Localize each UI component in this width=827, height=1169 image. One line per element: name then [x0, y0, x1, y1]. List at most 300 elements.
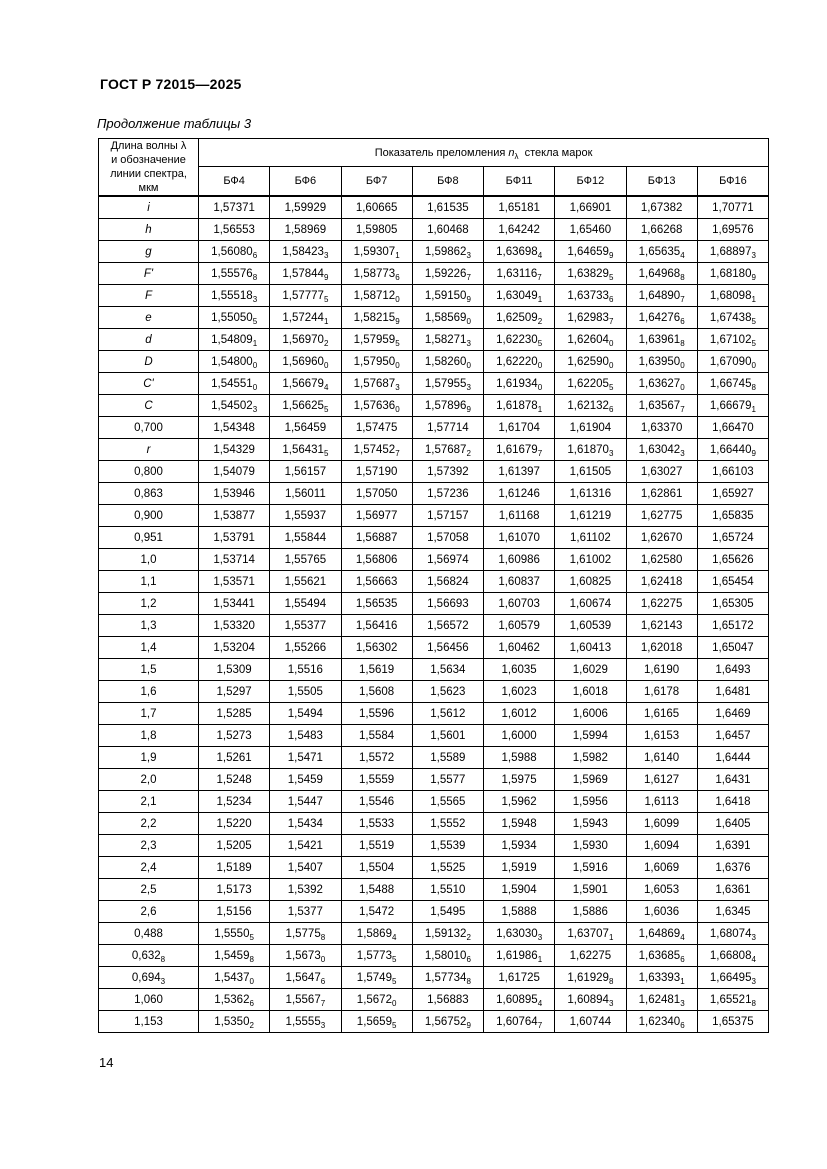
- table-row: [99, 659, 769, 681]
- index-value: [697, 901, 768, 923]
- index-value: [341, 637, 412, 659]
- cell-subscript: 4: [680, 250, 685, 260]
- cell-subscript: 0: [608, 360, 614, 370]
- wavelength-label: [99, 527, 199, 549]
- index-value: [412, 417, 483, 439]
- index-value: [270, 1011, 341, 1033]
- cell-subscript: 8: [680, 338, 685, 348]
- cell-value: 1,54502: [211, 399, 253, 412]
- cell-value: 1,58215: [353, 311, 396, 324]
- cell-subscript: 6: [608, 404, 614, 414]
- cell-value: 1,0: [140, 553, 157, 566]
- index-value: [626, 703, 697, 725]
- cell-value: 1,55937: [284, 509, 327, 522]
- index-value: [484, 351, 555, 373]
- index-value: [199, 307, 270, 329]
- index-value: [270, 219, 341, 241]
- index-value: [697, 747, 768, 769]
- cell-value: 1,54348: [213, 421, 255, 434]
- wavelength-label: [99, 725, 199, 747]
- table-row: [99, 373, 769, 395]
- cell-value: 1,61316: [569, 487, 612, 500]
- cell-value: 1,5612: [430, 707, 466, 720]
- cell-value: 1,64869: [638, 927, 681, 940]
- cell-subscript: 1: [751, 294, 756, 304]
- index-value: [697, 285, 768, 307]
- index-value: [270, 813, 341, 835]
- index-value: [555, 285, 626, 307]
- index-value: [697, 703, 768, 725]
- index-value: [555, 196, 626, 219]
- cell-subscript: 0: [466, 360, 471, 370]
- index-value: [341, 923, 412, 945]
- cell-subscript: 4: [391, 932, 397, 942]
- cell-subscript: 7: [320, 998, 326, 1008]
- index-value: [270, 769, 341, 791]
- index-value: [555, 659, 626, 681]
- cell-subscript: 5: [323, 448, 329, 458]
- index-value: [199, 373, 270, 395]
- cell-subscript: 3: [252, 404, 258, 414]
- cell-subscript: 0: [323, 360, 329, 370]
- cell-value: 1,64242: [498, 223, 540, 236]
- cell-value: 1,6405: [715, 817, 751, 830]
- wavelength-label: [99, 989, 199, 1011]
- cell-value: 1,68074: [709, 927, 752, 940]
- index-value: [270, 725, 341, 747]
- cell-subscript: 8: [751, 998, 756, 1008]
- cell-subscript: 8: [160, 954, 166, 964]
- cell-subscript: 9: [751, 272, 756, 282]
- cell-subscript: 3: [751, 932, 756, 942]
- index-value: [697, 329, 768, 351]
- cell-value: 1,55494: [284, 597, 327, 610]
- cell-value: 1,65626: [712, 553, 754, 566]
- index-value: [412, 703, 483, 725]
- cell-value: 1,65521: [709, 993, 752, 1006]
- cell-value: 1,62205: [567, 377, 609, 390]
- cell-value: 1,62275: [640, 597, 683, 610]
- grade-header: БФ16: [697, 167, 768, 196]
- cell-value: 1,61102: [570, 531, 611, 544]
- index-value: [555, 351, 626, 373]
- cell-subscript: 3: [680, 448, 685, 458]
- index-value: [199, 527, 270, 549]
- wavelength-label: [99, 637, 199, 659]
- index-value: [341, 373, 412, 395]
- index-value: [626, 549, 697, 571]
- index-value: [270, 857, 341, 879]
- index-value: [626, 593, 697, 615]
- index-value: [412, 989, 483, 1011]
- wavelength-label: [99, 967, 199, 989]
- index-value: [626, 725, 697, 747]
- cell-subscript: 7: [680, 294, 685, 304]
- table-row: [99, 967, 769, 989]
- cell-value: 1,5773: [356, 949, 392, 962]
- cell-value: 1,56572: [427, 619, 469, 632]
- index-value: [555, 769, 626, 791]
- cell-value: 1,6418: [715, 795, 751, 808]
- cell-value: 1,58569: [424, 311, 467, 324]
- cell-value: 1,67102: [709, 333, 752, 346]
- cell-value: 2,2: [140, 817, 157, 830]
- cell-value: 1,65047: [712, 641, 754, 654]
- index-value: [270, 549, 341, 571]
- wavelength-label: [99, 879, 199, 901]
- cell-value: 1,5565: [430, 795, 466, 808]
- cell-value: 1,5377: [287, 905, 323, 918]
- wavelength-label: [99, 505, 199, 527]
- index-value: [199, 285, 270, 307]
- cell-subscript: 9: [608, 250, 614, 260]
- index-value: [697, 1011, 768, 1033]
- index-value: [697, 263, 768, 285]
- cell-value: 1,54809: [211, 333, 253, 346]
- index-value: [626, 417, 697, 439]
- index-value: [626, 329, 697, 351]
- table-row: [99, 703, 769, 725]
- index-value: [697, 351, 768, 373]
- cell-value: 1,6053: [644, 883, 680, 896]
- index-value: [412, 505, 483, 527]
- cell-value: 1,5220: [216, 817, 252, 830]
- index-value: [697, 945, 768, 967]
- col1-header-line: мкм: [138, 182, 159, 194]
- cell-value: 1,65724: [712, 531, 754, 544]
- index-value: [697, 967, 768, 989]
- index-value: [341, 725, 412, 747]
- index-value: [484, 329, 555, 351]
- cell-value: 1,57475: [355, 421, 398, 434]
- cell-value: 1,58010: [424, 949, 467, 962]
- cell-value: 1,57687: [424, 443, 467, 456]
- cell-value: 1,8: [140, 729, 157, 742]
- cell-subscript: 5: [751, 338, 756, 348]
- table-row: [99, 769, 769, 791]
- index-value: [341, 219, 412, 241]
- index-value: [484, 549, 555, 571]
- cell-value: 1,4: [140, 641, 157, 654]
- index-value: [626, 527, 697, 549]
- cell-value: 1,55050: [211, 311, 253, 324]
- cell-value: 1,63733: [567, 289, 609, 302]
- cell-value: 1,5156: [216, 905, 252, 918]
- index-value: [270, 483, 341, 505]
- wavelength-label: [99, 263, 199, 285]
- cell-value: 1,6012: [501, 707, 537, 720]
- table-row: [99, 285, 769, 307]
- cell-subscript: 6: [395, 272, 400, 282]
- index-value: [484, 241, 555, 263]
- cell-value: 1,63698: [496, 245, 538, 258]
- cell-value: 1,68098: [709, 289, 752, 302]
- cell-value: 1,60579: [498, 619, 540, 632]
- index-value: [199, 989, 270, 1011]
- cell-value: 1,56011: [285, 487, 326, 500]
- cell-subscript: 7: [537, 272, 542, 282]
- cell-subscript: 8: [252, 272, 258, 282]
- cell-value: 1,59805: [355, 223, 398, 236]
- index-value: [697, 571, 768, 593]
- cell-value: 1,7: [140, 707, 157, 720]
- grade-header: БФ12: [555, 167, 626, 196]
- cell-value: 1,63567: [638, 399, 681, 412]
- index-value: [199, 813, 270, 835]
- index-value: [484, 373, 555, 395]
- col1-header-line: линии спектра,: [110, 168, 187, 180]
- grade-header: БФ11: [484, 167, 555, 196]
- cell-subscript: 8: [680, 272, 685, 282]
- index-value: [626, 571, 697, 593]
- index-value: [555, 549, 626, 571]
- table-row: [99, 505, 769, 527]
- cell-subscript: 4: [751, 954, 756, 964]
- cell-subscript: 3: [680, 998, 685, 1008]
- index-value: [412, 263, 483, 285]
- index-value: [341, 901, 412, 923]
- col1-header-line: Длина волны λ: [110, 140, 187, 152]
- index-value: [484, 879, 555, 901]
- index-value: [626, 681, 697, 703]
- index-value: [270, 703, 341, 725]
- wavelength-label: [99, 857, 199, 879]
- cell-subscript: 5: [395, 338, 400, 348]
- wavelength-label: [99, 615, 199, 637]
- index-value: [412, 879, 483, 901]
- cell-value: 1,54329: [213, 443, 255, 456]
- index-value: [341, 263, 412, 285]
- cell-subscript: 5: [391, 976, 397, 986]
- index-value: [484, 659, 555, 681]
- cell-value: 1,60539: [569, 619, 612, 632]
- index-value: [412, 329, 483, 351]
- index-value: [555, 241, 626, 263]
- grade-header: БФ13: [626, 167, 697, 196]
- cell-value: 1,5572: [359, 751, 395, 764]
- cell-subscript: 1: [537, 294, 543, 304]
- cell-value: 1,61725: [498, 971, 540, 984]
- cell-subscript: 7: [537, 448, 543, 458]
- cell-value: 1,5601: [430, 729, 466, 742]
- cell-value: 1,57734: [424, 971, 467, 984]
- index-value: [697, 637, 768, 659]
- index-value: [341, 527, 412, 549]
- index-value: [412, 923, 483, 945]
- index-value: [626, 483, 697, 505]
- cell-subscript: 7: [537, 1020, 543, 1030]
- index-value: [412, 219, 483, 241]
- cell-value: 1,5525: [430, 861, 466, 874]
- index-value: [270, 373, 341, 395]
- index-value: [484, 461, 555, 483]
- index-value: [697, 483, 768, 505]
- cell-value: 1,5437: [214, 971, 250, 984]
- cell-value: 1,5969: [572, 773, 608, 786]
- cell-value: 1,63393: [638, 971, 681, 984]
- index-value: [626, 945, 697, 967]
- cell-value: 1,3: [140, 619, 157, 632]
- wavelength-label: [99, 549, 199, 571]
- index-value: [555, 571, 626, 593]
- cell-value: 1,63685: [638, 949, 681, 962]
- cell-value: 2,1: [140, 795, 157, 808]
- table-row: [99, 549, 769, 571]
- cell-value: 1,5459: [287, 773, 323, 786]
- cell-value: 1,5309: [216, 663, 252, 676]
- cell-value: 1,2: [140, 597, 157, 610]
- cell-value: 1,5948: [501, 817, 537, 830]
- cell-value: 1,5577: [430, 773, 466, 786]
- index-value: [555, 505, 626, 527]
- cell-subscript: 0: [395, 404, 400, 414]
- index-value: [484, 637, 555, 659]
- cell-value: 1,63049: [496, 289, 538, 302]
- cell-value: 1,060: [134, 993, 163, 1006]
- index-value: [626, 813, 697, 835]
- index-value: [341, 967, 412, 989]
- cell-subscript: 9: [466, 404, 471, 414]
- cell-value: 2,6: [140, 905, 157, 918]
- wavelength-label: [99, 923, 199, 945]
- cell-value: 1,57955: [424, 377, 467, 390]
- wavelength-label: [99, 285, 199, 307]
- index-value: [697, 769, 768, 791]
- cell-subscript: 1: [537, 404, 543, 414]
- index-value: [412, 835, 483, 857]
- index-value: [697, 307, 768, 329]
- cell-value: 1,5234: [216, 795, 252, 808]
- cell-value: 1,55576: [211, 267, 253, 280]
- cell-subscript: 4: [323, 382, 329, 392]
- index-value: [697, 725, 768, 747]
- cell-subscript: 5: [537, 338, 543, 348]
- table-row: [99, 307, 769, 329]
- cell-value: 1,5749: [356, 971, 392, 984]
- index-value: [270, 681, 341, 703]
- index-value: [270, 637, 341, 659]
- cell-subscript: 4: [680, 932, 685, 942]
- cell-value: 1,54551: [211, 377, 253, 390]
- wavelength-label: [99, 417, 199, 439]
- cell-value: 1,58773: [353, 267, 396, 280]
- cell-value: 1,5261: [216, 751, 252, 764]
- cell-value: 1,57452: [353, 443, 396, 456]
- cell-value: 1,5552: [430, 817, 466, 830]
- table-row: [99, 813, 769, 835]
- index-value: [199, 571, 270, 593]
- cell-value: 1,6345: [715, 905, 751, 918]
- cell-subscript: 5: [608, 272, 614, 282]
- index-value: [555, 901, 626, 923]
- index-value: [555, 263, 626, 285]
- table-row: [99, 196, 769, 219]
- cell-value: r: [146, 443, 151, 456]
- index-value: [199, 703, 270, 725]
- cell-value: 2,3: [140, 839, 157, 852]
- cell-value: 1,61219: [569, 509, 612, 522]
- index-value: [199, 791, 270, 813]
- index-value: [555, 725, 626, 747]
- index-value: [412, 615, 483, 637]
- cell-value: 1,6000: [501, 729, 537, 742]
- cell-value: 1,5510: [430, 883, 466, 896]
- index-value: [341, 329, 412, 351]
- wavelength-label: [99, 241, 199, 263]
- index-value: [270, 967, 341, 989]
- index-value: [270, 241, 341, 263]
- cell-value: 1,6029: [572, 663, 608, 676]
- table-row: [99, 219, 769, 241]
- cell-value: 1,56157: [284, 465, 327, 478]
- index-value: [697, 989, 768, 1011]
- table-row: [99, 725, 769, 747]
- index-value: [341, 439, 412, 461]
- cell-value: 1,5962: [501, 795, 537, 808]
- index-value: [412, 285, 483, 307]
- index-value: [697, 505, 768, 527]
- index-value: [626, 285, 697, 307]
- cell-value: 0,863: [134, 487, 163, 500]
- index-value: [270, 923, 341, 945]
- cell-value: 1,5584: [359, 729, 395, 742]
- index-value: [199, 659, 270, 681]
- index-value: [484, 703, 555, 725]
- cell-value: 1,5471: [287, 751, 323, 764]
- cell-value: 1,57959: [353, 333, 396, 346]
- cell-subscript: 6: [249, 998, 254, 1008]
- index-value: [270, 505, 341, 527]
- cell-value: 1,61070: [498, 531, 540, 544]
- index-value: [199, 241, 270, 263]
- cell-value: 1,64276: [638, 311, 681, 324]
- index-value: [484, 439, 555, 461]
- table-caption: Продолжение таблицы 3: [97, 116, 252, 131]
- cell-value: 1,61870: [567, 443, 609, 456]
- wavelength-label: [99, 703, 199, 725]
- index-value: [199, 196, 270, 219]
- index-value: [484, 219, 555, 241]
- cell-subscript: 7: [395, 448, 400, 458]
- cell-value: 1,5488: [359, 883, 395, 896]
- index-value: [484, 769, 555, 791]
- cell-value: 1,59307: [353, 245, 396, 258]
- cell-value: 1,57896: [424, 399, 467, 412]
- index-value: [626, 747, 697, 769]
- index-value: [412, 967, 483, 989]
- wavelength-label: [99, 945, 199, 967]
- index-value: [270, 593, 341, 615]
- index-value: [484, 945, 555, 967]
- cell-value: 1,56960: [282, 355, 324, 368]
- index-value: [555, 637, 626, 659]
- index-value: [412, 813, 483, 835]
- cell-value: 1,5362: [214, 993, 250, 1006]
- cell-subscript: 0: [680, 382, 685, 392]
- index-value: [555, 373, 626, 395]
- wavelength-label: [99, 681, 199, 703]
- index-value: [626, 196, 697, 219]
- index-value: [626, 659, 697, 681]
- cell-value: 1,60837: [498, 575, 540, 588]
- index-value: [626, 989, 697, 1011]
- cell-value: 1,57714: [427, 421, 469, 434]
- index-value: [341, 989, 412, 1011]
- index-value: [270, 196, 341, 219]
- index-value: [341, 461, 412, 483]
- index-value: [555, 483, 626, 505]
- cell-subscript: 5: [608, 382, 614, 392]
